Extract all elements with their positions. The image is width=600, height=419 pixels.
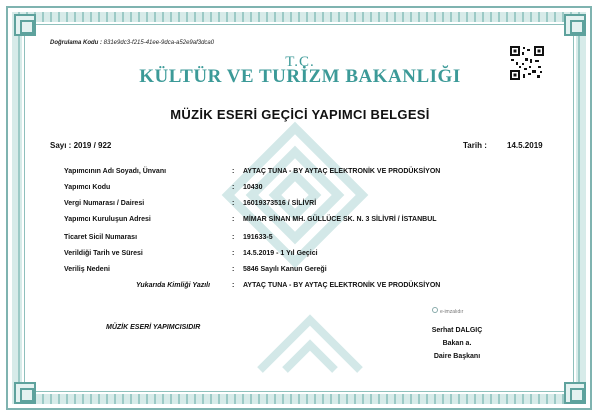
row-label-issue-date: Verildiği Tarih ve Süresi xyxy=(64,250,143,257)
document-title: MÜZİK ESERİ GEÇİCİ YAPIMCI BELGESİ xyxy=(170,107,430,122)
document-number: Sayı : 2019 / 922 xyxy=(50,141,112,150)
row-value-issue-reason: 5846 Sayılı Kanun Gereği xyxy=(243,266,327,273)
e-signature-note: e-imzalıdır xyxy=(440,309,464,315)
verification-code: 831e9dc3-f215-41ee-9dca-a52e9af3dca0 xyxy=(103,40,215,46)
verification-code-label: Doğrulama Kodu : xyxy=(50,40,102,46)
row-value-producer-name: AYTAÇ TUNA - BY AYTAÇ ELEKTRONİK VE PRODÜKSİYON xyxy=(243,168,441,175)
row-label-identified-above: Yukarıda Kimliği Yazılı xyxy=(136,282,211,289)
row-value-producer-code: 10430 xyxy=(243,184,263,191)
row-colon: : xyxy=(232,200,235,207)
row-label-trade-registry: Ticaret Sicil Numarası xyxy=(64,234,138,241)
corner-ornament-top-left xyxy=(14,14,36,36)
signer-name: Serhat DALGIÇ xyxy=(431,327,483,334)
signer-role-2: Daire Başkanı xyxy=(433,353,481,360)
row-colon: : xyxy=(232,216,235,223)
row-colon: : xyxy=(232,234,235,241)
ministry-name: KÜLTÜR VE TURİZM BAKANLIĞI xyxy=(139,66,461,87)
row-colon: : xyxy=(232,282,235,289)
e-signature-icon xyxy=(432,307,438,313)
corner-ornament-bottom-right xyxy=(564,382,586,404)
ministry-emblem-watermark xyxy=(220,120,370,270)
emblem-watermark-lower xyxy=(250,300,370,380)
date-value: 14.5.2019 xyxy=(507,141,543,150)
corner-ornament-top-right xyxy=(564,14,586,36)
date-label: Tarih : xyxy=(463,141,487,150)
row-label-tax-number: Vergi Numarası / Dairesi xyxy=(64,200,145,207)
row-value-address: MİMAR SİNAN MH. GÜLLÜCE SK. N. 3 SİLİVRİ / İSTANBUL xyxy=(243,216,437,223)
row-colon: : xyxy=(232,250,235,257)
signer-role-1: Bakan a. xyxy=(442,340,472,347)
row-value-issue-date: 14.5.2019 - 1 Yıl Geçici xyxy=(243,250,318,257)
corner-ornament-bottom-left xyxy=(14,382,36,404)
row-value-trade-registry: 191633-5 xyxy=(243,234,273,241)
row-label-producer-name: Yapımcının Adı Soyadı, Ünvanı xyxy=(64,168,167,175)
row-value-tax-number: 16019373516 / SİLİVRİ xyxy=(243,200,317,207)
tc-heading: T.C. xyxy=(285,54,315,70)
row-colon: : xyxy=(232,168,235,175)
row-label-address: Yapımcı Kuruluşun Adresi xyxy=(64,216,151,223)
row-label-issue-reason: Veriliş Nedeni xyxy=(64,266,110,273)
row-label-producer-code: Yapımcı Kodu xyxy=(64,184,111,191)
row-value-identified-above: AYTAÇ TUNA - BY AYTAÇ ELEKTRONİK VE PRODÜKSİYON xyxy=(243,282,441,289)
verification-code-line xyxy=(50,40,214,46)
row-colon: : xyxy=(232,184,235,191)
producer-statement: MÜZİK ESERİ YAPIMCISIDIR xyxy=(106,324,201,331)
row-colon: : xyxy=(232,266,235,273)
